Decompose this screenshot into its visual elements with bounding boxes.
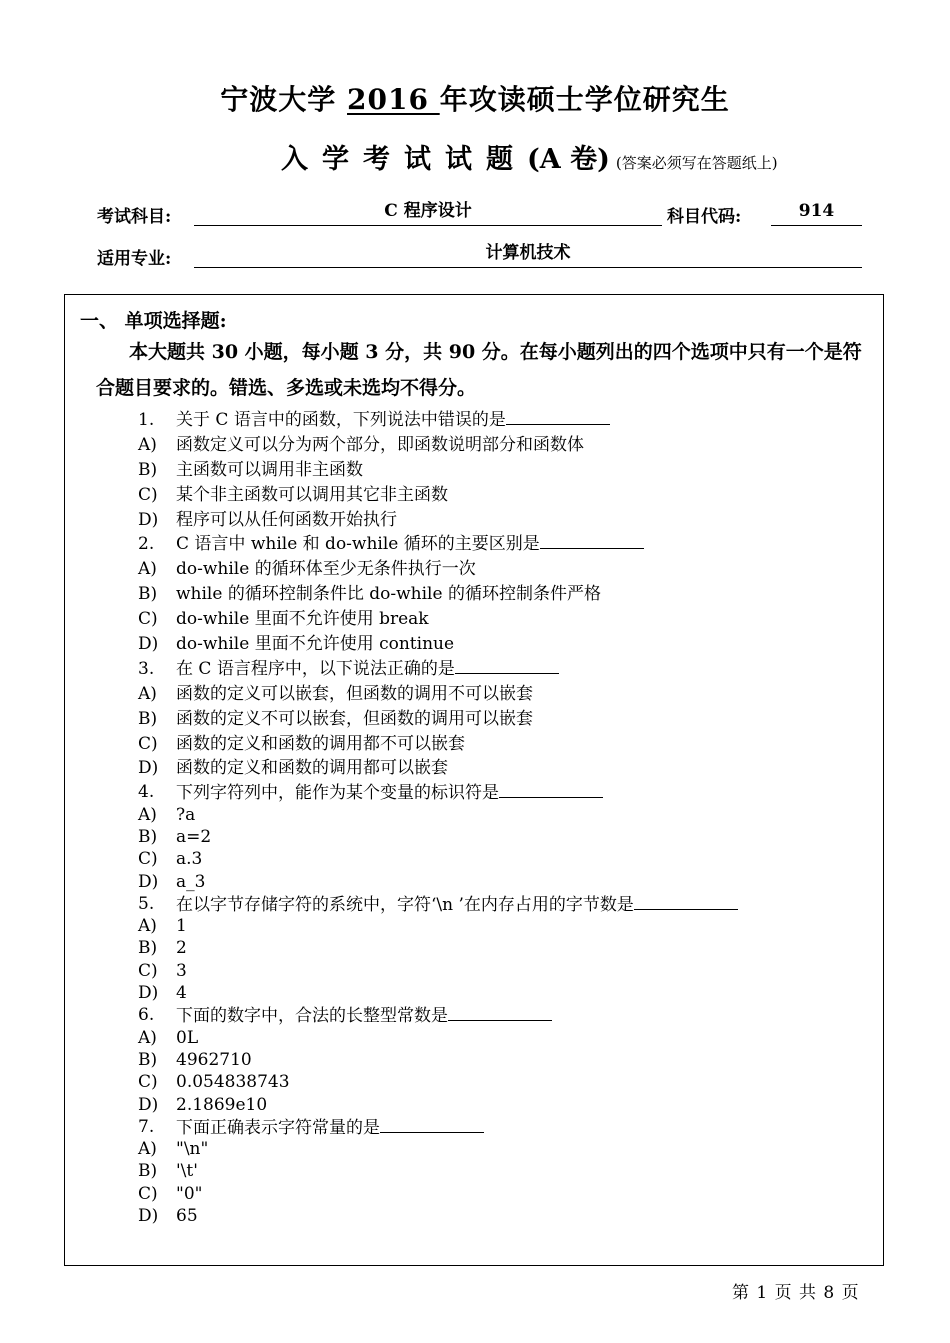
- option-label: C): [138, 1183, 158, 1204]
- option-label: A): [138, 916, 157, 937]
- option-label: B): [138, 1049, 158, 1070]
- code-value: 914: [771, 199, 862, 226]
- question-number: 3.: [138, 658, 155, 679]
- answer-option: [138, 915, 858, 937]
- option-text: do-while 里面不允许使用 continue: [176, 634, 455, 655]
- answer-option: [138, 607, 858, 632]
- question-text-wrap: [176, 532, 858, 557]
- subject-value: C 程序设计: [194, 199, 662, 226]
- answer-blank: [380, 1116, 484, 1133]
- option-label: C): [138, 609, 158, 630]
- option-label: D): [138, 983, 159, 1004]
- option-label: C): [138, 733, 158, 754]
- subject-label: 考试科目:: [97, 207, 172, 227]
- option-label: B): [138, 1161, 158, 1182]
- question-text-wrap: [176, 657, 858, 682]
- question-text: 下列字符列中，能作为某个变量的标识符是: [176, 783, 499, 804]
- question-text-wrap: [176, 408, 858, 433]
- question-text-wrap: [176, 893, 858, 915]
- option-label: B): [138, 938, 158, 959]
- option-label: C): [138, 849, 158, 870]
- option-text: 3: [176, 960, 187, 981]
- answer-blank: [499, 781, 603, 798]
- subtitle-note: (答案必须写在答题纸上): [615, 154, 778, 172]
- question-number: 6.: [138, 1005, 155, 1026]
- question-stem: [138, 532, 858, 557]
- option-label: C): [138, 484, 158, 505]
- answer-option: [138, 982, 858, 1004]
- option-text: 2.1869e10: [176, 1094, 268, 1115]
- option-label: A): [138, 804, 157, 825]
- answer-option: [138, 826, 858, 848]
- option-text: 主函数可以调用非主函数: [176, 459, 363, 480]
- option-label: B): [138, 708, 158, 729]
- answer-blank: [455, 657, 559, 674]
- question-stem: [138, 1116, 858, 1138]
- option-label: D): [138, 634, 159, 655]
- answer-option: [138, 1071, 858, 1093]
- answer-option: [138, 557, 858, 582]
- option-text: 某个非主函数可以调用其它非主函数: [176, 484, 448, 505]
- question-text-wrap: [176, 781, 858, 803]
- question-text: 下面正确表示字符常量的是: [176, 1117, 380, 1138]
- option-text: a.3: [176, 849, 203, 870]
- question-number: 7.: [138, 1116, 155, 1137]
- question-stem: [138, 408, 858, 433]
- answer-option: [138, 707, 858, 732]
- answer-option: [138, 848, 858, 870]
- option-label: A): [138, 683, 157, 704]
- option-text: 函数的定义可以嵌套，但函数的调用不可以嵌套: [176, 683, 533, 704]
- question-number: 1.: [138, 410, 155, 430]
- question-text: 在以字节存储字符的系统中，字符‘\n ’在内存占用的字节数是: [176, 894, 634, 915]
- option-label: D): [138, 509, 159, 530]
- option-text: "\n": [176, 1139, 209, 1160]
- option-text: 65: [176, 1206, 198, 1226]
- title-suffix: 年攻读硕士学位研究生: [439, 83, 730, 116]
- answer-blank: [634, 893, 738, 910]
- question-stem: [138, 1004, 858, 1026]
- question-stem: [138, 657, 858, 682]
- answer-option: [138, 732, 858, 757]
- answer-blank: [540, 532, 644, 549]
- answer-option: [138, 804, 858, 826]
- option-label: C): [138, 960, 158, 981]
- subtitle-paper: (A 卷): [527, 144, 610, 175]
- option-label: A): [138, 434, 157, 455]
- question-list: [138, 408, 858, 1227]
- option-label: B): [138, 826, 158, 847]
- question-number: 5.: [138, 893, 155, 914]
- answer-option: [138, 960, 858, 982]
- answer-option: [138, 1027, 858, 1049]
- option-text: "0": [176, 1183, 203, 1204]
- option-text: do-while 里面不允许使用 break: [176, 609, 429, 630]
- question-text-wrap: [176, 1004, 858, 1026]
- answer-option: [138, 871, 858, 893]
- option-text: 程序可以从任何函数开始执行: [176, 509, 397, 530]
- option-text: 函数的定义和函数的调用都可以嵌套: [176, 758, 448, 779]
- option-label: A): [138, 1139, 157, 1160]
- option-label: D): [138, 1206, 159, 1226]
- question-text-wrap: [176, 1116, 858, 1138]
- option-label: B): [138, 459, 158, 480]
- option-label: C): [138, 1072, 158, 1093]
- option-label: D): [138, 871, 159, 892]
- question-text: 下面的数字中，合法的长整型常数是: [176, 1006, 448, 1027]
- option-label: D): [138, 1094, 159, 1115]
- answer-option: [138, 632, 858, 657]
- option-label: A): [138, 1027, 157, 1048]
- major-label: 适用专业:: [97, 249, 172, 269]
- answer-option: [138, 1094, 858, 1116]
- option-text: ?a: [176, 804, 196, 825]
- question-text: 关于 C 语言中的函数，下列说法中错误的是: [176, 410, 506, 430]
- option-text: 0.054838743: [176, 1072, 290, 1093]
- answer-option: [138, 483, 858, 508]
- question-stem: [138, 781, 858, 803]
- option-label: D): [138, 758, 159, 779]
- option-text: 函数的定义和函数的调用都不可以嵌套: [176, 733, 465, 754]
- question-number: 2.: [138, 534, 155, 555]
- major-value: 计算机技术: [194, 241, 862, 268]
- question-text: 在 C 语言程序中，以下说法正确的是: [176, 658, 455, 679]
- answer-option: [138, 1160, 858, 1182]
- answer-option: [138, 682, 858, 707]
- title-year: 2016: [347, 83, 440, 116]
- option-text: 1: [176, 916, 187, 937]
- exam-title: [0, 78, 950, 118]
- option-text: 2: [176, 938, 187, 959]
- answer-option: [138, 1049, 858, 1071]
- answer-option: [138, 508, 858, 533]
- answer-blank: [448, 1004, 552, 1021]
- option-text: 4962710: [176, 1049, 252, 1070]
- answer-option: [138, 433, 858, 458]
- question-stem: [138, 893, 858, 915]
- answer-blank: [506, 408, 610, 425]
- code-label: 科目代码:: [667, 207, 742, 227]
- option-text: do-while 的循环体至少无条件执行一次: [176, 559, 476, 580]
- option-text: '\t': [176, 1161, 198, 1182]
- answer-option: [138, 1183, 858, 1205]
- option-text: 0L: [176, 1027, 199, 1048]
- answer-option: [138, 582, 858, 607]
- option-label: B): [138, 584, 158, 605]
- answer-option: [138, 937, 858, 959]
- answer-option: [138, 756, 858, 781]
- page-number: 第 1 页 共 8 页: [732, 1283, 860, 1303]
- question-number: 4.: [138, 782, 155, 803]
- answer-option: [138, 1138, 858, 1160]
- section-heading: 一、 单项选择题:: [80, 310, 227, 332]
- option-text: a_3: [176, 871, 206, 892]
- section-instructions: 本大题共 30 小题，每小题 3 分，共 90 分。在每小题列出的四个选项中只有一个是符合题目要求的。错选、多选或未选均不得分。: [96, 341, 862, 399]
- option-text: 函数定义可以分为两个部分，即函数说明部分和函数体: [176, 434, 584, 455]
- option-text: 函数的定义不可以嵌套，但函数的调用可以嵌套: [176, 708, 533, 729]
- option-text: 4: [176, 983, 187, 1004]
- answer-option: [138, 1205, 858, 1227]
- title-prefix: 宁波大学: [220, 83, 348, 116]
- subtitle-main: 入学考试试题: [281, 144, 527, 175]
- option-text: a=2: [176, 826, 212, 847]
- exam-subtitle: [281, 137, 778, 176]
- option-label: A): [138, 559, 157, 580]
- answer-option: [138, 458, 858, 483]
- question-text: C 语言中 while 和 do-while 循环的主要区别是: [176, 534, 540, 555]
- option-text: while 的循环控制条件比 do-while 的循环控制条件严格: [176, 584, 601, 605]
